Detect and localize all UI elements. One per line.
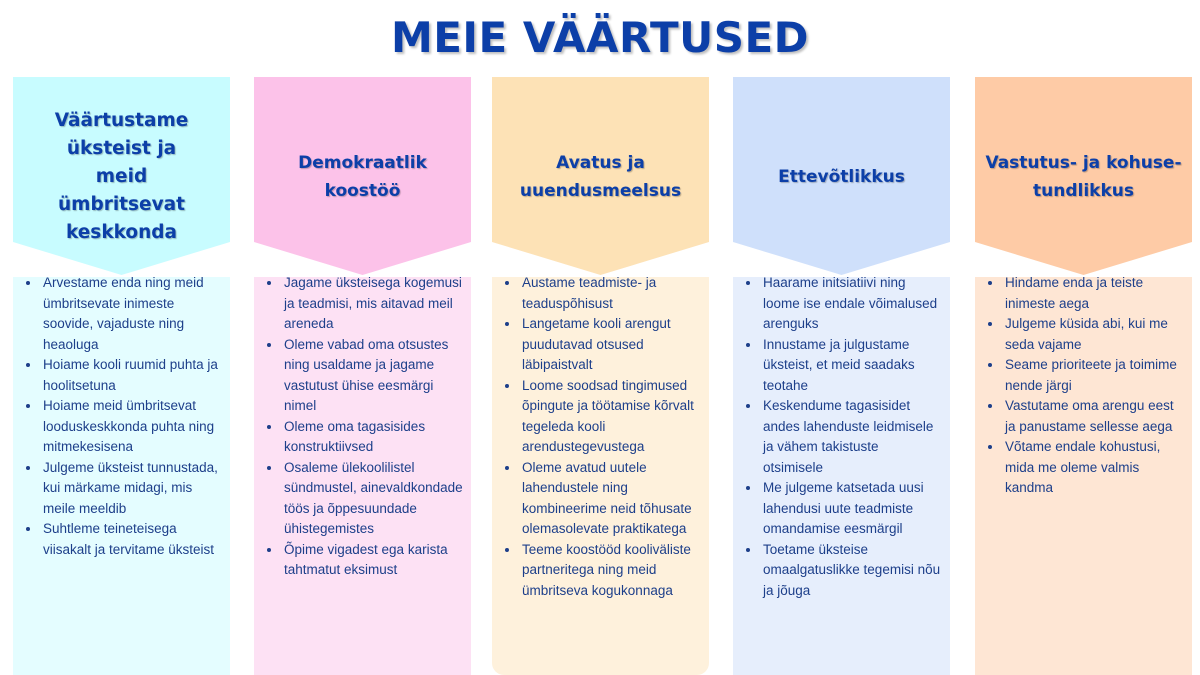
value-list — [270, 273, 463, 581]
list-item: • Võtame endale kohustusi, mida me oleme valmis kandma — [1003, 437, 1184, 499]
list-item: • Austame teadmiste- ja teaduspõhisust — [520, 273, 701, 314]
page-title: MEIE VÄÄRTUSED — [390, 13, 810, 62]
list-item: • Julgeme küsida abi, kui me seda vajame — [1003, 314, 1184, 355]
list-item: • Keskendume tagasisidet andes lahenduste leidmisele ja vähem takistuste otsimisele — [761, 396, 942, 478]
value-list — [749, 273, 942, 601]
list-item: • Oleme vabad oma otsustes ning usaldame ja jagame vastutust ühise eesmärgi nimel — [282, 335, 463, 417]
value-list — [991, 273, 1184, 499]
list-item: • Haarame initsiatiivi ning loome ise endale võimalused arenguks — [761, 273, 942, 335]
list-item: • Oleme oma tagasisides konstruktiivsed — [282, 417, 463, 458]
list-item: • Osaleme ülekoolilistel sündmustel, ainevaldkondade töös ja õppesuundade ühistegemistes — [282, 458, 463, 540]
list-item: • Hindame enda ja teiste inimeste aega — [1003, 273, 1184, 314]
list-item: • Me julgeme katsetada uusi lahendusi uute teadmiste omandamise eesmärgil — [761, 478, 942, 540]
value-column-4 — [733, 77, 950, 675]
value-column-1 — [13, 77, 230, 675]
column-heading: Vastutus- ja kohuse-tundlikkus — [985, 153, 1182, 201]
column-heading: Väärtustame üksteist ja meid ümbritsevat keskkonda — [54, 110, 189, 243]
list-item: • Langetame kooli arengut puudutavad otsused läbipaistvalt — [520, 314, 701, 376]
column-heading: Demokraatlik koostöö — [298, 153, 427, 201]
list-item: • Toetame üksteise omaalgatuslikke tegemisi nõu ja jõuga — [761, 540, 942, 602]
list-item: • Loome soodsad tingimused õpingute ja töötamise kõrvalt tegeleda kooli arendustegevustega — [520, 376, 701, 458]
list-item: • Julgeme üksteist tunnustada, kui märkame midagi, mis meile meeldib — [41, 458, 222, 520]
list-item: • Suhtleme teineteisega viisakalt ja tervitame üksteist — [41, 519, 222, 560]
value-list — [29, 273, 222, 560]
value-column-5 — [975, 77, 1192, 675]
list-item: • Vastutame oma arengu eest ja panustame sellesse aega — [1003, 396, 1184, 437]
value-column-3 — [492, 77, 709, 675]
list-item: • Seame prioriteete ja toimime nende järgi — [1003, 355, 1184, 396]
list-item: • Teeme koostööd koolivälistе partneritega ning meid ümbritseva kogukonnaga — [520, 540, 701, 602]
list-item: • Hoiame meid ümbritsevat looduskeskkonda puhta ning mitmekesisena — [41, 396, 222, 458]
column-heading: Avatus ja uuendusmeelsus — [519, 153, 682, 201]
list-item: • Jagame üksteisega kogemusi ja teadmisi, mis aitavad meil areneda — [282, 273, 463, 335]
column-heading: Ettevõtlikkus — [778, 167, 905, 187]
value-column-2 — [254, 77, 471, 675]
list-item: • Hoiame kooli ruumid puhta ja hoolitsetuna — [41, 355, 222, 396]
list-item: • Arvestame enda ning meid ümbritsevate inimeste soovide, vajaduste ning heaoluga — [41, 273, 222, 355]
list-item: • Oleme avatud uutele lahendustele ning kombineerime neid tõhusate olemasolevate praktikatega — [520, 458, 701, 540]
list-item: • Innustame ja julgustame üksteist, et meid saadaks teotahe — [761, 335, 942, 397]
value-list — [508, 273, 701, 601]
list-item: • Õpime vigadest ega karista tahtmatut eksimust — [282, 540, 463, 581]
